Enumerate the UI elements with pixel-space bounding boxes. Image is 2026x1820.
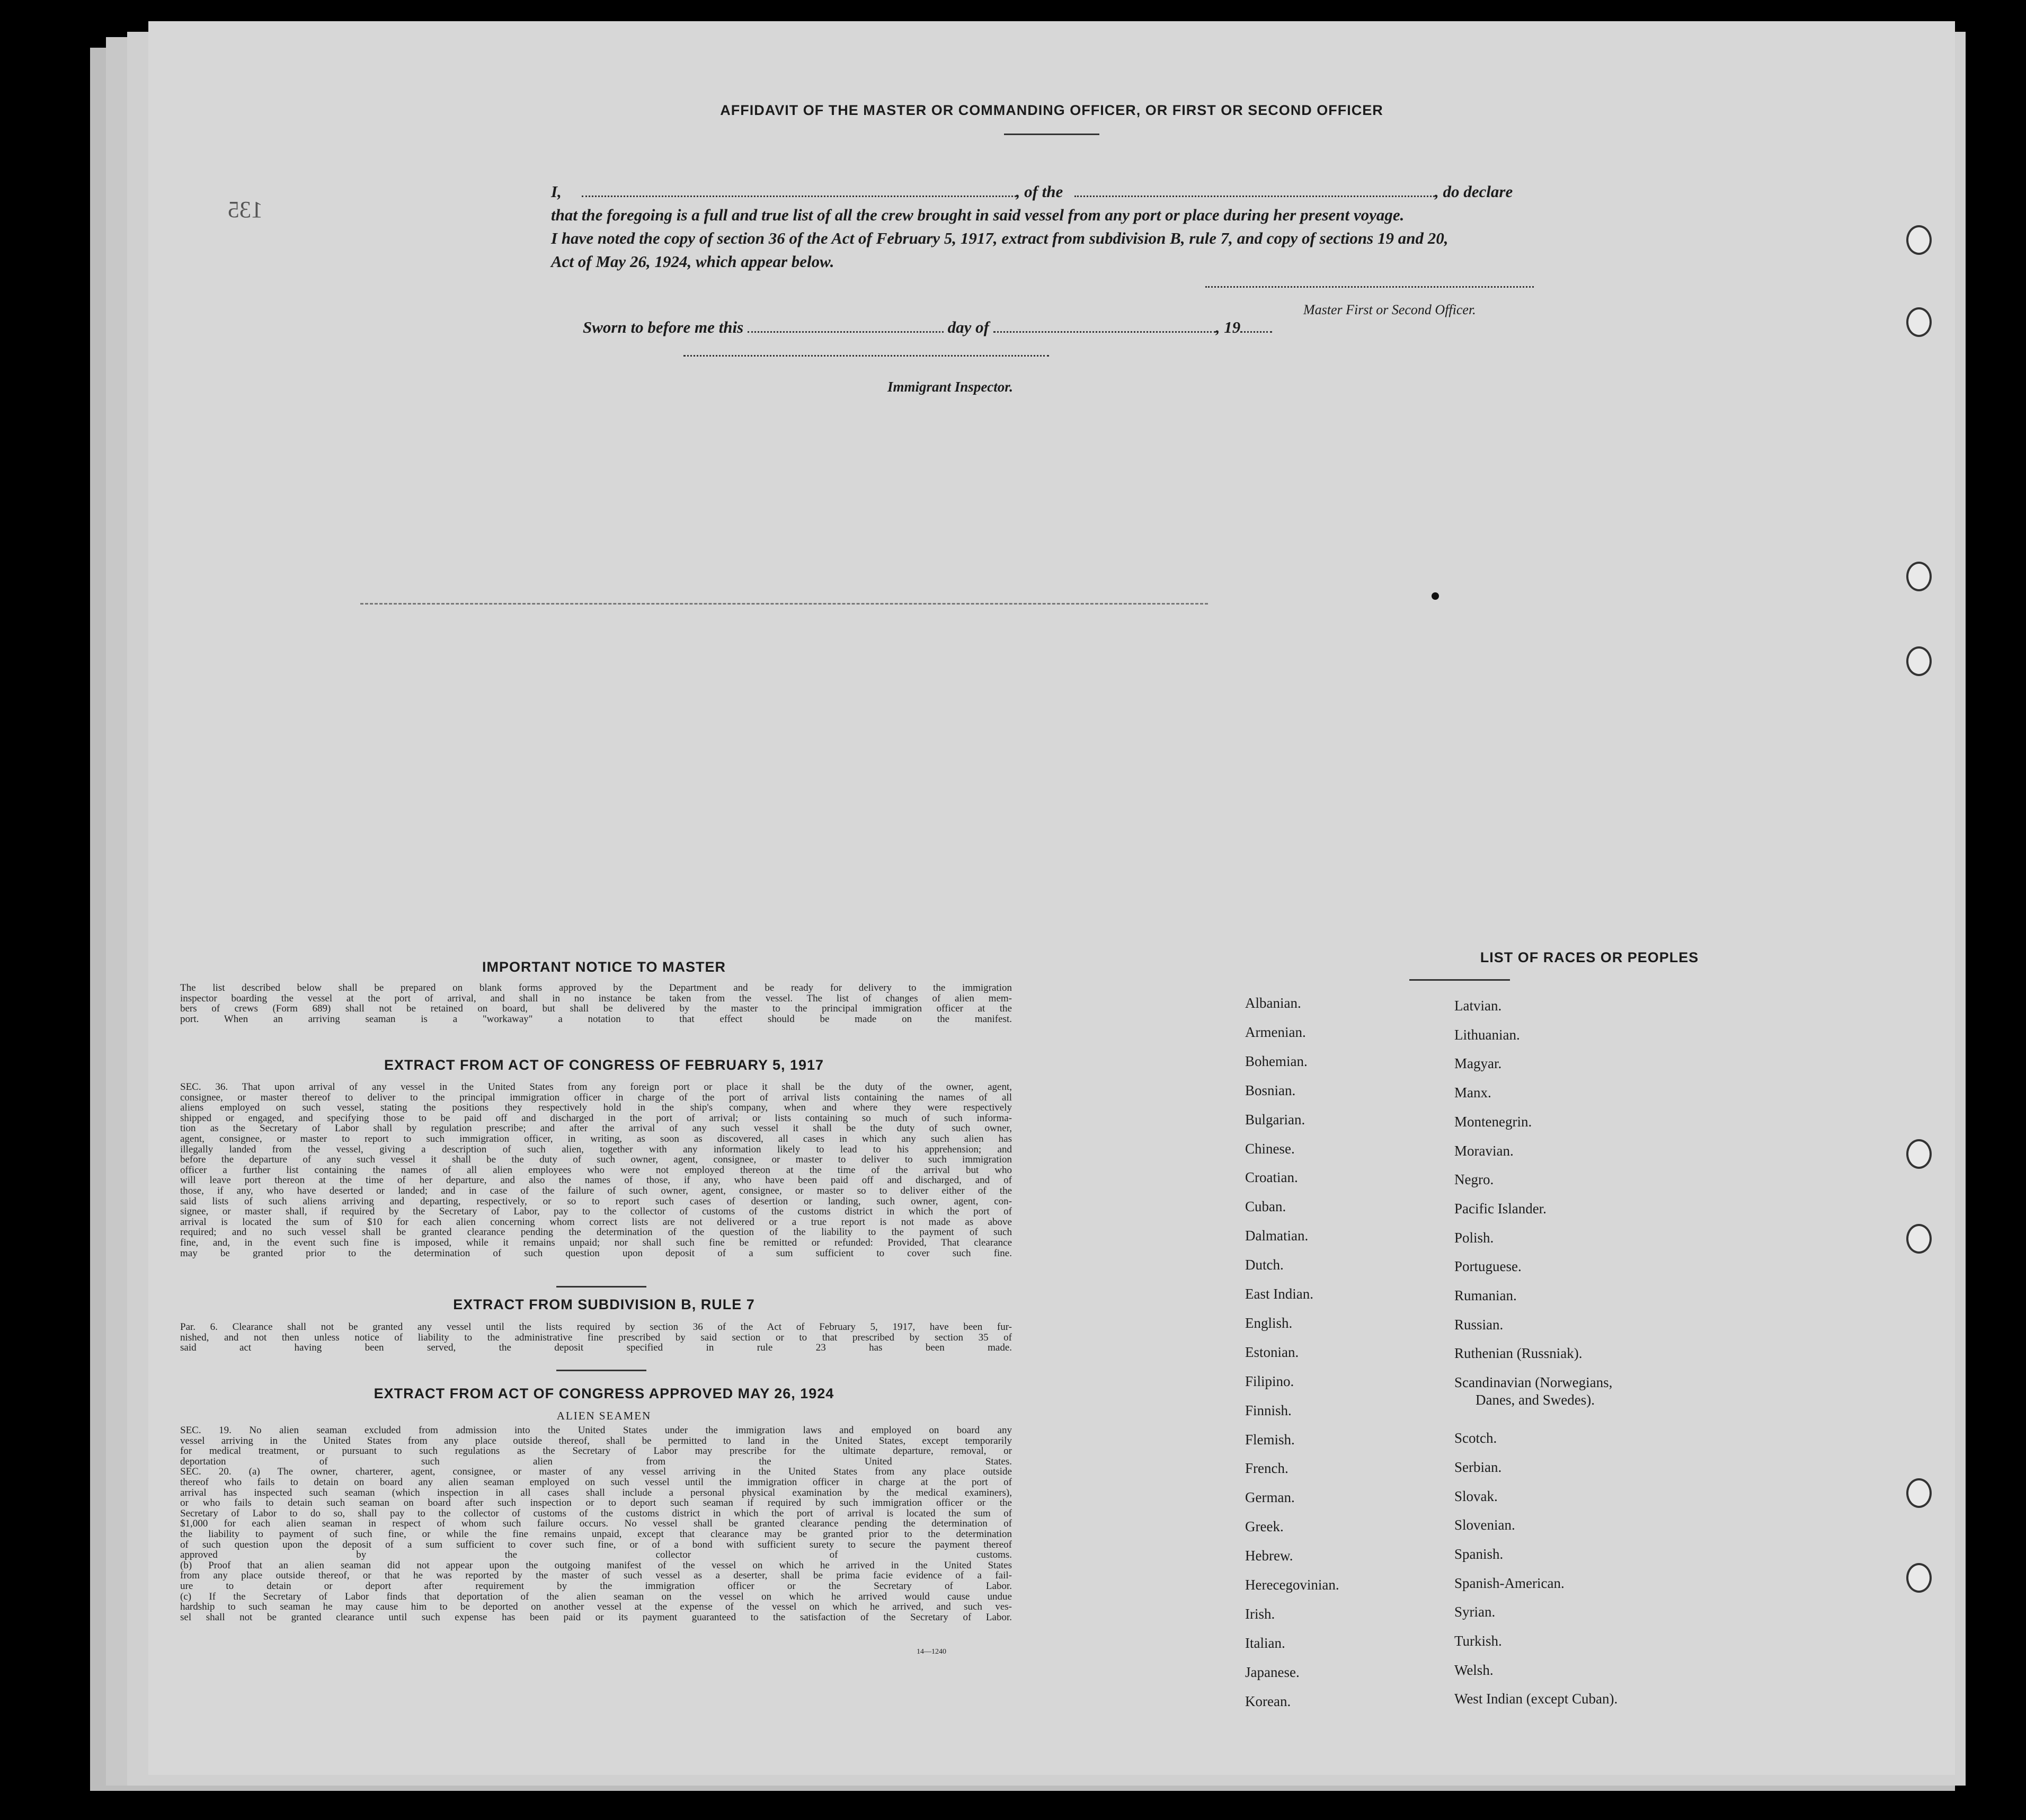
- punch-mark: [1432, 592, 1439, 600]
- text-line: SEC. 19. No alien seaman excluded from admission into the United States under the immigration laws and employed on board any: [180, 1425, 1012, 1436]
- race-item: Moravian.: [1454, 1142, 1514, 1159]
- text-line: approved by the collector of customs.: [180, 1550, 1012, 1560]
- text-line: tion as the Secretary of Labor shall by regulation prescribe; and after the arrival of any such vessel it shall be the duty of such owner,: [180, 1123, 1012, 1134]
- races-title-rule: [1409, 979, 1510, 981]
- sworn-month-field[interactable]: [993, 331, 1216, 333]
- race-item: Negro.: [1454, 1171, 1494, 1188]
- race-item: Latvian.: [1454, 998, 1502, 1014]
- text-line: aliens employed on such vessel, stating the positions they respectively hold in the ship's company, when and where they were respectively: [180, 1103, 1012, 1113]
- signature-label: Master First or Second Officer.: [1303, 302, 1476, 317]
- text-line: consignee, or master thereof to deliver to the principal immigration officer in charge of the port of arrival lists containing the names of all: [180, 1092, 1012, 1103]
- race-item: Ruthenian (Russniak).: [1454, 1345, 1583, 1362]
- race-item: Chinese.: [1245, 1140, 1295, 1157]
- text-line: (b) Proof that an alien seaman did not appear upon the outgoing manifest of the vessel on which he arrived in the United States: [180, 1560, 1012, 1571]
- binder-hole: [1906, 1478, 1932, 1508]
- race-item: Estonian.: [1245, 1344, 1299, 1360]
- affidavit-body: [551, 180, 1706, 273]
- affidavit-line4: Act of May 26, 1924, which appear below.: [551, 252, 834, 271]
- race-item: Pacific Islander.: [1454, 1200, 1547, 1217]
- race-item: West Indian (except Cuban).: [1454, 1691, 1618, 1707]
- race-item: Armenian.: [1245, 1024, 1306, 1040]
- text-line: SEC. 20. (a) The owner, charterer, agent, consignee, or master of any vessel arriving in the United States from any place outside: [180, 1467, 1012, 1477]
- race-item: Spanish.: [1454, 1546, 1504, 1562]
- text-line: arrival is located the sum of $10 for each alien concerning whom correct lists are not delivered or a true report is not made as above: [180, 1217, 1012, 1228]
- rule7-text: [180, 1322, 1012, 1353]
- race-item: Rumanian.: [1454, 1288, 1517, 1303]
- race-item: Slovenian.: [1454, 1517, 1515, 1533]
- race-item: Bulgarian.: [1245, 1111, 1305, 1127]
- text-line: those, if any, who have deserted or landed; and in case of the failure of such owner, agent, consignee, or master so to deliver either of the: [180, 1185, 1012, 1196]
- inspector-label: Immigrant Inspector.: [887, 379, 1014, 395]
- text-line: illegally landed from the vessel, giving a description of such alien, together with any information likely to lead to his apprehension; and: [180, 1144, 1012, 1155]
- text-line: may be granted prior to the determination of such question upon deposit of a sum sufficient to cover such fine.: [180, 1248, 1012, 1259]
- race-item: Polish.: [1454, 1229, 1494, 1246]
- race-item: Croatian.: [1245, 1169, 1298, 1186]
- text-line: ure to detain or deport after requirement by the immigration officer or the Secretary of Labor.: [180, 1581, 1012, 1592]
- text-line: Par. 6. Clearance shall not be granted any vessel until the lists required by section 36 of the Act of February 5, 1917, have been fur-: [180, 1322, 1012, 1333]
- document-page: [148, 21, 1955, 1775]
- text-line: The list described below shall be prepared on blank forms approved by the Department and be ready for delivery to the immigration: [180, 983, 1012, 993]
- text-line: port. When an arriving seaman is a "workaway" a notation to that effect should be made on the manifest.: [180, 1014, 1012, 1025]
- race-item: Greek.: [1245, 1519, 1284, 1535]
- text-line: hardship to such seaman he may cause him to be deported on another vessel at the expense of the vessel on which he arrived, and such ves-: [180, 1602, 1012, 1612]
- races-title: LIST OF RACES OR PEOPLES: [1480, 949, 1699, 965]
- text-line: bers of crews (Form 689) shall not be retained on board, but shall be delivered by the master to the principal immigration officer at the: [180, 1004, 1012, 1014]
- text-line: deportation of such alien from the United States.: [180, 1456, 1012, 1467]
- race-item: Serbian.: [1454, 1459, 1502, 1475]
- text-line: before the departure of any such vessel it shall be the duty of such owner, agent, consignee, or master to deliver to such immigration: [180, 1155, 1012, 1165]
- text-line: SEC. 36. That upon arrival of any vessel in the United States from any foreign port or place it shall be the duty of the owner, agent,: [180, 1082, 1012, 1093]
- race-item: Albanian.: [1245, 995, 1301, 1011]
- race-item: Korean.: [1245, 1693, 1291, 1709]
- fold-line: [360, 603, 1208, 605]
- race-item: Danes, and Swedes).: [1476, 1392, 1595, 1408]
- extract-1924-title: EXTRACT FROM ACT OF CONGRESS APPROVED MAY 26, 1924: [374, 1386, 834, 1401]
- inspector-signature-field[interactable]: [683, 355, 1049, 357]
- race-item: Lithuanian.: [1454, 1026, 1520, 1043]
- race-item: Montenegrin.: [1454, 1113, 1532, 1130]
- binder-hole: [1906, 307, 1932, 337]
- race-item: Filipino.: [1245, 1373, 1294, 1389]
- race-item: Turkish.: [1454, 1633, 1502, 1649]
- race-item: Finnish.: [1245, 1402, 1292, 1418]
- section-rule: [556, 1370, 646, 1371]
- text-line: officer a further list containing the names of all alien employees who were not employed thereon at the time of the arrival but who: [180, 1165, 1012, 1176]
- margin-number: 135: [228, 197, 263, 223]
- race-item: Hebrew.: [1245, 1548, 1293, 1564]
- race-item: Scandinavian (Norwegians,: [1454, 1374, 1613, 1391]
- text-line: shipped or engaged, and specifying those to be paid off and discharged in the port of arrival; or lists containing so much of such informa-: [180, 1113, 1012, 1124]
- text-line: agent, consignee, or master to report to such immigration officer, in writing, as soon as discovered, all cases in which any such alien has: [180, 1133, 1012, 1144]
- race-item: German.: [1245, 1489, 1295, 1506]
- vessel-name-field[interactable]: [1074, 196, 1435, 197]
- affidavit-title: AFFIDAVIT OF THE MASTER OR COMMANDING OFFICER, OR FIRST OR SECOND OFFICER: [720, 102, 1383, 118]
- text-line: or who fails to detain such seaman on board after such inspection or to deport such seaman if required by such immigration officer or the: [180, 1498, 1012, 1508]
- sworn-day-field[interactable]: [748, 331, 944, 333]
- text-line: said act having been served, the deposit specified in rule 23 has been made.: [180, 1343, 1012, 1353]
- race-item: Dalmatian.: [1245, 1228, 1309, 1244]
- text-line: required; and no such vessel shall be granted clearance pending the determination of the question of the liability to the payment of such: [180, 1227, 1012, 1238]
- race-item: Spanish-American.: [1454, 1575, 1565, 1591]
- text-line: thereof who fails to detain on board any alien seaman employed on such vessel until the immigration officer in charge at the port of: [180, 1477, 1012, 1488]
- race-item: Dutch.: [1245, 1257, 1284, 1273]
- text-line: vessel arriving in the United States from any place outside thereof, shall be permitted to land in the United States, except temporarily: [180, 1435, 1012, 1446]
- race-item: Bohemian.: [1245, 1053, 1308, 1069]
- affidavit-line3: I have noted the copy of section 36 of the Act of February 5, 1917, extract from subdivision B, rule 7, and copy of sections 19 and 20,: [551, 229, 1449, 247]
- text-line: for medical treatment, or pursuant to such regulations as the Secretary of Labor may prescribe for the ultimate departure, removal, or: [180, 1446, 1012, 1457]
- race-item: Magyar.: [1454, 1055, 1502, 1072]
- sworn-year-field[interactable]: [1240, 331, 1272, 333]
- section-rule: [556, 1286, 646, 1288]
- extract-1917-text: [180, 1082, 1012, 1258]
- notice-title: IMPORTANT NOTICE TO MASTER: [482, 959, 726, 975]
- notice-text: [180, 983, 1012, 1024]
- affidavit-line1: I, , of the , do declare: [551, 182, 1513, 201]
- text-line: Secretary of Labor to do so, shall pay to the collector of customs of the customs district in which the port of arrival is located the sum of: [180, 1508, 1012, 1519]
- master-name-field[interactable]: [582, 196, 1016, 197]
- signature-field[interactable]: [1205, 286, 1534, 288]
- race-item: Portuguese.: [1454, 1258, 1522, 1275]
- sworn-line: Sworn to before me this day of , 19: [583, 318, 1272, 337]
- rule7-title: EXTRACT FROM SUBDIVISION B, RULE 7: [453, 1297, 755, 1312]
- text-line: arrival has inspected such seaman (which inspection in all cases shall include a personal physical examination by the medical examiners),: [180, 1487, 1012, 1498]
- extract-1924-subtitle: ALIEN SEAMEN: [556, 1409, 652, 1422]
- text-line: fine, and, in the event such fine is imposed, while it remains unpaid; nor shall such fine be remitted or refunded: Provided, That clearance: [180, 1237, 1012, 1248]
- text-line: inspector boarding the vessel at the port of arrival, and shall in no instance be taken from the vessel. The list of changes of alien mem-: [180, 993, 1012, 1004]
- extract-1917-title: EXTRACT FROM ACT OF CONGRESS OF FEBRUARY 5, 1917: [384, 1057, 824, 1073]
- race-item: Japanese.: [1245, 1664, 1300, 1680]
- race-item: Italian.: [1245, 1635, 1285, 1651]
- binder-hole: [1906, 1139, 1932, 1169]
- binder-hole: [1906, 1563, 1932, 1593]
- race-item: Bosnian.: [1245, 1082, 1296, 1098]
- race-item: Herecegovinian.: [1245, 1577, 1339, 1593]
- text-line: (c) If the Secretary of Labor finds that deportation of the alien seaman on the vessel on which he arrived would cause undue: [180, 1591, 1012, 1602]
- title-rule: [1004, 134, 1099, 135]
- race-item: Slovak.: [1454, 1488, 1498, 1504]
- race-item: Cuban.: [1245, 1198, 1286, 1215]
- race-item: East Indian.: [1245, 1286, 1313, 1302]
- text-line: $1,000 for each alien seaman in respect of whom such failure occurs. No vessel shall be granted clearance pending the determination of: [180, 1519, 1012, 1529]
- text-line: signee, or master shall, if required by the Secretary of Labor, pay to the collector of customs of the customs district in which the port of: [180, 1206, 1012, 1217]
- extract-1924-text: [180, 1425, 1012, 1622]
- binder-hole: [1906, 646, 1932, 676]
- text-line: sel shall not be granted clearance until such expense has been paid or its payment guaranteed to the satisfaction of the Secretary of Labor.: [180, 1612, 1012, 1623]
- text-line: will leave port thereon at the time of her departure, and also the names of those, if any, who have been paid off and discharged, and of: [180, 1175, 1012, 1186]
- text-line: the liability to payment of such fine, or while the fine remains unpaid, except that clearance may be granted prior to the determination: [180, 1529, 1012, 1540]
- binder-hole: [1906, 1224, 1932, 1254]
- race-item: Manx.: [1454, 1085, 1491, 1101]
- affidavit-line2: that the foregoing is a full and true list of all the crew brought in said vessel from any port or place during her present voyage.: [551, 206, 1405, 224]
- race-item: English.: [1245, 1315, 1293, 1331]
- text-line: said lists of such aliens arriving and departing, respectively, or so to report such cases of desertion or landing, such owner, agent, con-: [180, 1196, 1012, 1207]
- binder-hole: [1906, 225, 1932, 255]
- race-item: Scotch.: [1454, 1430, 1497, 1446]
- race-item: Russian.: [1454, 1316, 1504, 1333]
- text-line: nished, and not then unless notice of liability to the administrative fine prescribed by said section or to that prescribed by section 35 of: [180, 1332, 1012, 1343]
- binder-hole: [1906, 562, 1932, 591]
- race-item: French.: [1245, 1460, 1289, 1477]
- race-item: Syrian.: [1454, 1604, 1496, 1620]
- text-line: of such question upon the deposit of a sum sufficient to cover such fine, or of a bond with sufficient surety to secure the payment thereof: [180, 1539, 1012, 1550]
- race-item: Flemish.: [1245, 1431, 1295, 1448]
- text-line: from any place outside thereof, or that he was reported by the master of such vessel as a deserter, shall be prima facie evidence of a fail-: [180, 1570, 1012, 1581]
- form-number: 14—1240: [917, 1648, 946, 1656]
- race-item: Irish.: [1245, 1605, 1275, 1622]
- race-item: Welsh.: [1454, 1662, 1494, 1678]
